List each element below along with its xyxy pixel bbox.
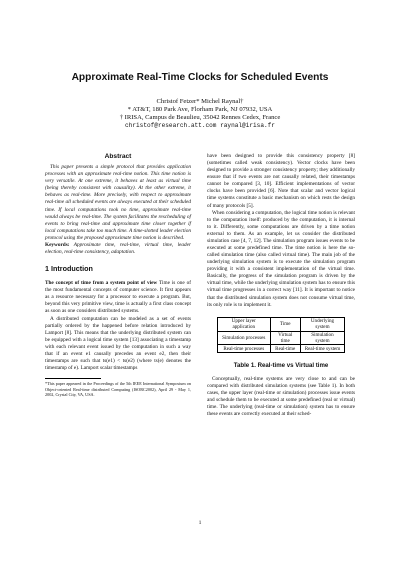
right-paragraph-1: have been designed to provide this consistency property [8] (sometimes called weak consistency). Vector clocks have been designed to provide a stronger consistency property; they additionally ensure that if two events are not causally related, their timestamps cannot be compared [3, 10]. Efficient implementations of vector clocks have been provided [6]. Note that scalar and vector logical time systems constitute a basic mechanism on which rests the design of many protocols [5]. [207, 153, 355, 209]
footnote-rule [45, 378, 101, 379]
affiliation-1: * AT&T, 180 Park Ave, Florham Park, NJ 07932, USA [127, 106, 273, 114]
table-cell: Simulation system [300, 331, 344, 345]
table-cell: Virtual time [270, 331, 300, 345]
paper-title: Approximate Real-Time Clocks for Scheduled Events [71, 72, 329, 83]
author-names: Christof Fetzer* Michel Raynal† [156, 98, 244, 105]
table-cell: Time [270, 317, 300, 331]
abstract-heading: Abstract [104, 153, 132, 160]
table-row [218, 345, 345, 353]
table-cell: Real-time processes [218, 345, 271, 353]
section-heading-introduction: 1 Introduction [45, 264, 93, 274]
footnote: *This paper appeared in the Proceedings of the 5th IEEE International Symposium on Object-oriented Real-time distributed Computing (ISORC2002), April 29 - May 1, 2002, Crystal City, VA, USA. [45, 381, 191, 397]
intro-paragraph-2: A distributed computation can be modeled as a set of events partially ordered by the happened before relation introduced by Lamport [8]. This means that the underlying distributed system can be equipped with a logical time system [13] associating a timestamp with each relevant event issued by the computation in such a way that if an event e1 causally precedes an event e2, then their timestamps are such that ts(e1) < ts(e2) (where ts(e) denotes the timestamp of e). Lamport scalar timestamps [45, 315, 191, 372]
table-caption: Table 1. Real-time vs Virtual time [233, 361, 329, 369]
intro-paragraph-1-text: Time is one of the most fundamental concepts of computer science. It first appears as a resource necessary for a processor to execute a program. But, beyond this very primitive view, time is actually a first class concept as soon as one considers distributed systems. [45, 280, 191, 315]
table-cell: Underlying system [300, 317, 344, 331]
right-paragraph-3: Conceptually, real-time systems are very close to and can be compared with distributed simulation systems (see Table 1). In both cases, the upper layer (real-time or simulation) processes issue events and schedule them to be executed at some predefined (real or virtual) time. The underlying (real-time or simulation) system has to ensure these events are correctly executed at their sched- [207, 376, 355, 418]
right-column [207, 153, 355, 419]
run-in-heading: The concept of time from a system point of view [45, 280, 158, 287]
affiliation-2: † IRISA, Campus de Beaulieu, 35042 Rennes Cedex, France [119, 114, 281, 122]
keywords [45, 242, 191, 256]
author-emails: christof@research.att.com raynal@irisa.fr [125, 122, 275, 130]
page-number: 1 [198, 520, 202, 526]
right-paragraph-2: When considering a computation, the logical time notion is relevant to the computation itself: produced by the computation, it is internal to it. Differently, some computations are driven by a time notion external to them. As an example, let us consider the distributed simulation case [4, 7, 12]. The simulation program issues events to be executed at some predefined time. The time notion is here the so-called simulation time (also called virtual time). The main job of the underlying simulation system is to execute the simulation program providing it with a consistent implementation of the virtual time. Basically, the progress of the simulation program is driven by the virtual time, while the underlying simulation system has to ensure this virtual time progresses in a correct way [11]. It is important to notice that the distributed simulation system does not consume virtual time, its only role is to implement it. [207, 209, 355, 308]
abstract-text: This paper presents a simple protocol that provides application processes with an approximate real-time notion. This time notion is very versatile. At one extreme, it behaves at least as virtual time (being thereby consistent with causality). At the other extreme, it behaves as real-time. More precisely, with respect to approximate real-time all scheduled events are always executed at their scheduled time. If local computations took no time, approximate real-time would always be real-time. The system facilitates the rescheduling of events to bring real-time and approximate time closer together if local computations take too much time. A time-slotted leader election protocol using the proposed approximate time notion is described. [45, 164, 191, 241]
table-row [218, 331, 345, 345]
authors-block [0, 98, 400, 130]
table-cell: Real-time system [300, 345, 344, 353]
left-column [45, 153, 191, 397]
keywords-label: Keywords: [45, 241, 70, 248]
comparison-table [217, 317, 345, 353]
table-cell: Real-time [270, 345, 300, 353]
table-cell: Upper layer application [218, 317, 271, 331]
table-row [218, 317, 345, 331]
keywords-text: Approximate time, real-time, virtual time, leader election, real-time consistency, adaptation. [45, 241, 192, 256]
table-cell: Simulation processes [218, 331, 271, 345]
intro-paragraph-1 [45, 280, 191, 315]
